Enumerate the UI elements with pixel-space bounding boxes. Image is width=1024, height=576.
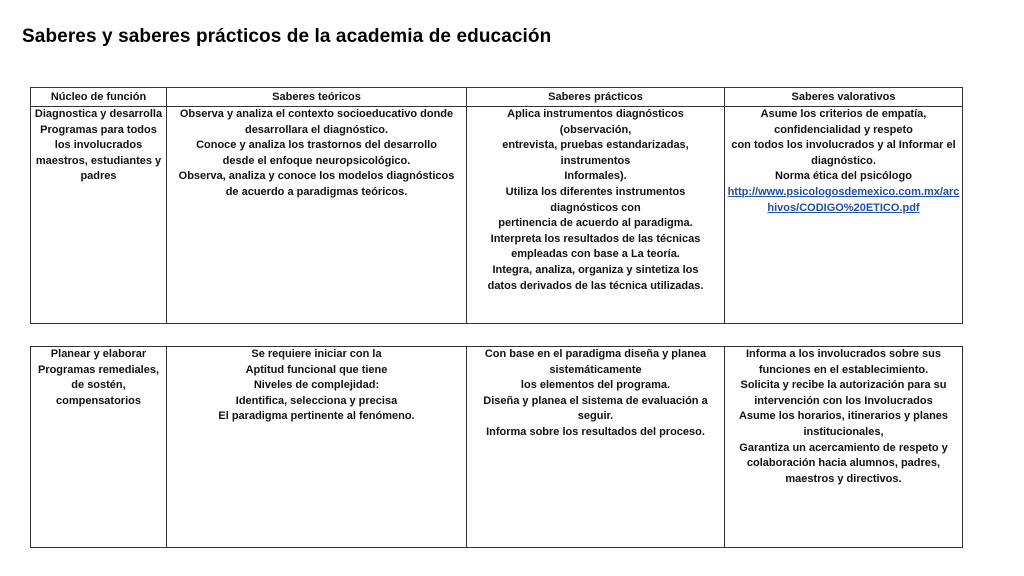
cell-line: Garantiza un acercamiento de respeto y	[739, 441, 948, 454]
cell-line: padres	[80, 170, 117, 183]
cell-line: sistemáticamente	[549, 363, 642, 376]
header-teoricos: Saberes teóricos	[167, 88, 467, 107]
cell-line: Informa a los involucrados sobre sus	[746, 348, 941, 360]
table-row	[31, 107, 963, 324]
ethics-code-link-line-1[interactable]: http://www.psicologosdemexico.com.mx/arc	[727, 185, 960, 198]
cell-line: Se requiere iniciar con la	[251, 348, 382, 360]
cell-line: Integra, analiza, organiza y sintetiza los	[492, 263, 699, 276]
cell-line: Programas para todos	[40, 123, 157, 136]
table-header-row	[31, 88, 963, 107]
cell-line: institucionales,	[803, 425, 884, 438]
header-valorativos: Saberes valorativos	[725, 88, 963, 107]
cell-line: Aplica instrumentos diagnósticos	[507, 108, 684, 120]
cell-line: Aptitud funcional que tiene	[245, 363, 388, 376]
cell-line: Asume los horarios, itinerarios y planes	[738, 410, 949, 423]
page-title: Saberes y saberes prácticos de la academia de educación	[22, 26, 552, 47]
cell-line: compensatorios	[56, 394, 141, 407]
cell-line: Conoce y analiza los trastornos del desarrollo	[196, 139, 437, 152]
cell-line: diagnóstico.	[811, 154, 876, 167]
cell-line: maestros y directivos.	[785, 472, 902, 485]
cell-line: Asume los criterios de empatía,	[760, 108, 927, 120]
cell-valorativos	[725, 107, 963, 324]
cell-line: Observa, analiza y conoce los modelos diagnósticos	[178, 170, 455, 183]
cell-line: Planear y elaborar	[50, 348, 147, 360]
cell-nucleo	[31, 347, 167, 548]
cell-practicos	[467, 347, 725, 548]
cell-line: maestros, estudiantes y	[35, 154, 162, 167]
cell-line: empleadas con base a La teoría.	[511, 248, 680, 261]
cell-line: Informa sobre los resultados del proceso.	[486, 425, 705, 438]
cell-valorativos	[725, 347, 963, 548]
cell-line: Con base en el paradigma diseña y planea	[484, 348, 707, 360]
cell-line: Informales).	[564, 170, 627, 183]
cell-line: desarrollara el diagnóstico.	[244, 123, 389, 136]
cell-line: los elementos del programa.	[520, 379, 671, 392]
cell-line: de sostén,	[71, 379, 126, 392]
cell-line: seguir.	[577, 410, 614, 423]
cell-line: El paradigma pertinente al fenómeno.	[218, 410, 415, 423]
cell-line: los involucrados	[54, 139, 143, 152]
cell-line: Identifica, selecciona y precisa	[235, 394, 398, 407]
knowledge-table-2	[30, 346, 963, 548]
cell-teoricos	[167, 347, 467, 548]
cell-line: Solicita y recibe la autorización para su	[740, 379, 947, 392]
cell-line: datos derivados de las técnica utilizadas.	[487, 279, 704, 292]
cell-line: pertinencia de acuerdo al paradigma.	[498, 217, 693, 230]
cell-line: colaboración hacia alumnos, padres,	[746, 457, 941, 470]
ethics-code-link-line-2[interactable]: hivos/CODIGO%20ETICO.pdf	[767, 201, 920, 214]
cell-teoricos	[167, 107, 467, 324]
knowledge-table-1	[30, 87, 963, 324]
cell-line: funciones en el establecimiento.	[758, 363, 929, 376]
cell-line: Diagnostica y desarrolla	[34, 108, 163, 120]
cell-line: Diseña y planea el sistema de evaluación a	[483, 394, 708, 407]
cell-line: con todos los involucrados y al Informar el	[731, 139, 956, 152]
cell-nucleo	[31, 107, 167, 324]
cell-line: Norma ética del psicólogo	[775, 170, 912, 183]
cell-line: entrevista, pruebas estandarizadas,	[502, 139, 689, 152]
header-practicos: Saberes prácticos	[467, 88, 725, 107]
cell-line: de acuerdo a paradigmas teóricos.	[225, 185, 408, 198]
cell-line: instrumentos	[560, 154, 631, 167]
cell-line: diagnósticos con	[550, 201, 641, 214]
cell-line: Observa y analiza el contexto socioeducativo donde	[179, 108, 454, 120]
cell-line: Interpreta los resultados de las técnicas	[490, 232, 701, 245]
cell-line: (observación,	[559, 123, 632, 136]
cell-line: Utiliza los diferentes instrumentos	[505, 185, 686, 198]
cell-line: desde el enfoque neuropsicológico.	[222, 154, 411, 167]
table-row	[31, 347, 963, 548]
cell-line: confidencialidad y respeto	[774, 123, 913, 136]
cell-line: Programas remediales,	[37, 363, 160, 376]
cell-line: Niveles de complejidad:	[253, 379, 380, 392]
cell-line: intervención con los Involucrados	[754, 394, 933, 407]
header-nucleo: Núcleo de función	[31, 88, 167, 107]
cell-practicos	[467, 107, 725, 324]
ethics-code-link[interactable]	[727, 185, 960, 216]
